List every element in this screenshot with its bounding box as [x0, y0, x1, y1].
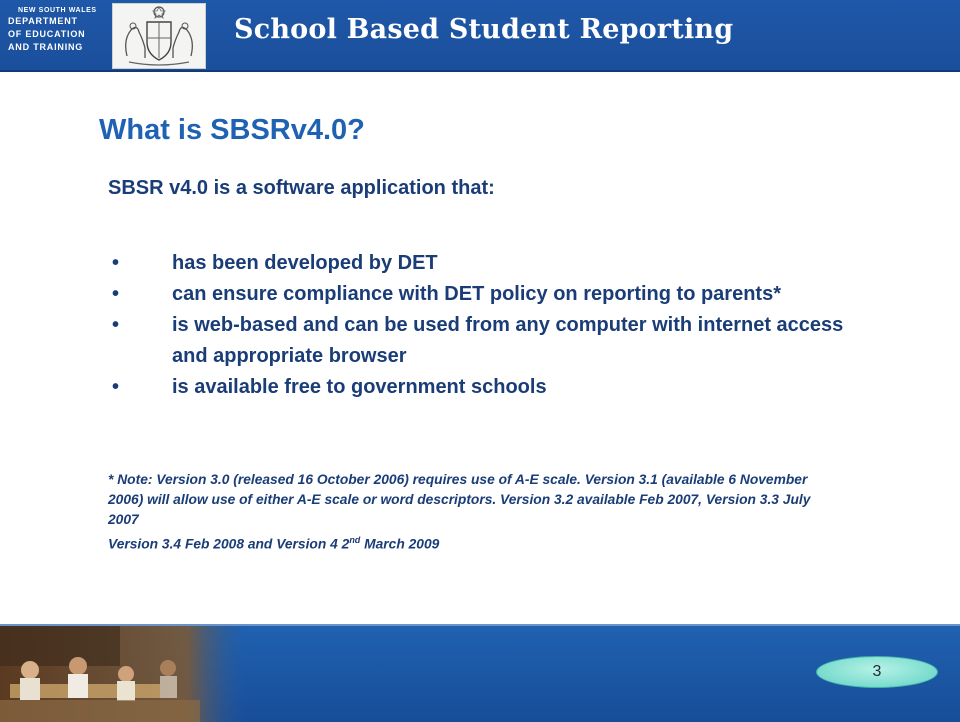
- bullet-text: can ensure compliance with DET policy on reporting to parents*: [172, 283, 781, 305]
- list-item: [108, 248, 868, 279]
- bullet-text: is available free to government schools: [172, 376, 547, 398]
- nsw-coat-of-arms-icon: [112, 3, 206, 69]
- org-line-1: NEW SOUTH WALES: [18, 7, 97, 14]
- org-line-4: AND TRAINING: [8, 42, 84, 52]
- app-title: School Based Student Reporting: [234, 14, 734, 45]
- bullet-icon: •: [112, 314, 120, 336]
- bullet-icon: •: [112, 283, 120, 305]
- slide-title: What is SBSRv4.0?: [99, 114, 365, 146]
- det-logo: [8, 6, 106, 62]
- list-item: [108, 372, 868, 403]
- feature-list: [108, 248, 868, 403]
- note-main-text: * Note: Version 3.0 (released 16 October 2006) requires use of A-E scale. Version 3.1 (available 6 November 2006) will allow use of either A-E scale or word descriptors. Version 3.2 available Feb 2007, Version 3.3 July 2007: [108, 472, 811, 527]
- bullet-icon: •: [112, 376, 120, 398]
- header-banner: [0, 0, 960, 72]
- footer-banner: [0, 624, 960, 722]
- org-line-2: DEPARTMENT: [8, 16, 78, 26]
- note-superscript: nd: [349, 535, 361, 545]
- org-line-3: OF EDUCATION: [8, 29, 86, 39]
- note-last-prefix: Version 3.4 Feb 2008 and Version 4 2: [108, 536, 350, 552]
- list-item: [108, 279, 868, 310]
- classroom-photo-graphic: [0, 626, 250, 722]
- bullet-text: is web-based and can be used from any computer with internet access and appropriate browser: [172, 314, 844, 367]
- classroom-photo-icon: [0, 626, 250, 722]
- note-last-suffix: March 2009: [360, 536, 440, 552]
- version-note: [108, 470, 838, 555]
- bullet-icon: •: [112, 252, 120, 274]
- page-number-badge: 3: [816, 656, 938, 688]
- crest-graphic: [113, 4, 205, 68]
- bullet-text: has been developed by DET: [172, 252, 438, 274]
- list-item: [108, 310, 868, 372]
- intro-text: SBSR v4.0 is a software application that:: [108, 177, 495, 199]
